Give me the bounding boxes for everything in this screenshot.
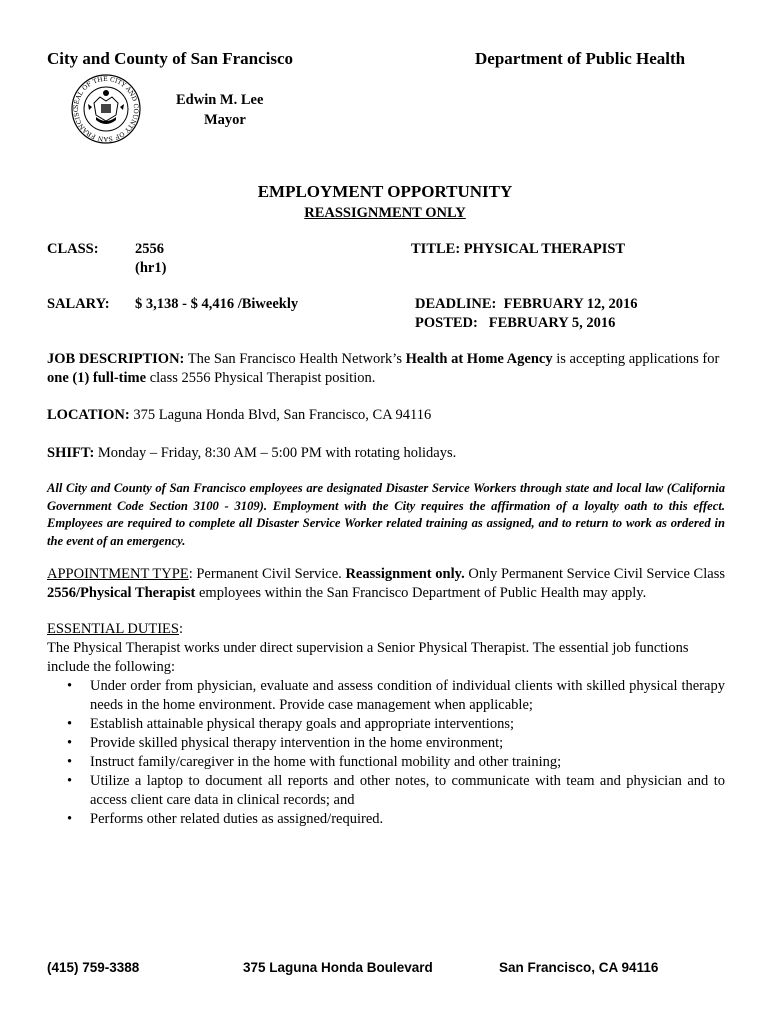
posted-label: POSTED: [415, 315, 478, 331]
position-count: one (1) full-time [47, 370, 147, 386]
deadline-label: DEADLINE: [415, 296, 497, 312]
job-description [47, 350, 727, 388]
list-item: • Instruct family/caregiver in the home with functional mobility and other training; [47, 753, 725, 772]
agency-name: Health at Home Agency [405, 351, 553, 367]
seal-text: SEAL OF THE CITY AND COUNTY OF SAN FRANCISC [72, 75, 140, 143]
footer-city: San Francisco, CA 94116 [499, 960, 659, 975]
page-title: EMPLOYMENT OPPORTUNITY [257, 182, 513, 201]
appointment-type [47, 565, 725, 603]
essential-duties-label: ESSENTIAL DUTIES [47, 621, 179, 637]
deadline-value: FEBRUARY 12, 2016 [503, 296, 638, 312]
list-item: • Utilize a laptop to document all reports and other notes, to communicate with team and physician and to access client care data in clinical records; and [47, 772, 725, 810]
appointment-label: APPOINTMENT TYPE [47, 566, 189, 582]
appointment-text: employees within the San Francisco Department of Public Health may apply. [195, 585, 647, 601]
salary-value: $ 3,138 - $ 4,416 /Biweekly [135, 296, 299, 312]
shift-label: SHIFT: [47, 445, 95, 461]
class-value: 2556 [135, 241, 164, 257]
essential-duties-intro: The Physical Therapist works under direct supervision a Senior Physical Therapist. The essential job functions include the following: [47, 640, 689, 675]
location-label: LOCATION: [47, 407, 130, 423]
list-item: • Establish attainable physical therapy goals and appropriate interventions; [47, 715, 725, 734]
class-label: CLASS: [47, 241, 99, 257]
list-item: • Under order from physician, evaluate and assess condition of individual clients with skilled physical therapy needs in the home environment. Provide case management when applicable; [47, 677, 725, 715]
job-description-text: is accepting applications for [552, 351, 720, 367]
list-item: • Provide skilled physical therapy intervention in the home environment; [47, 734, 725, 753]
reassignment-only: Reassignment only. [345, 566, 465, 582]
job-description-text: The San Francisco Health Network’s [184, 351, 406, 367]
list-item: • Performs other related duties as assigned/required. [47, 810, 725, 829]
posted-row [415, 315, 615, 332]
mayor-name: Edwin M. Lee [176, 92, 264, 108]
posted-value: FEBRUARY 5, 2016 [488, 315, 616, 331]
appointment-text: Only Permanent Service Civil Service Class [464, 566, 725, 582]
essential-duties [47, 620, 725, 829]
header-left: City and County of San Francisco [47, 49, 294, 68]
mayor-title: Mayor [204, 112, 246, 128]
salary-label: SALARY: [47, 296, 110, 312]
job-description-label: JOB DESCRIPTION: [47, 351, 185, 367]
footer-address: 375 Laguna Honda Boulevard [243, 960, 433, 975]
location [47, 406, 431, 425]
eligible-class: 2556/Physical Therapist [47, 585, 196, 601]
header-right: Department of Public Health [475, 49, 686, 68]
shift [47, 444, 456, 463]
deadline-row [415, 296, 638, 313]
city-seal-icon [70, 73, 142, 145]
disaster-service-notice: All City and County of San Francisco employees are designated Disaster Service Workers through state and local law (California Government Code Section 3100 - 3109). Employment with the City requires the affirmation of a loyalty oath to this effect. Employees are required to complete all Disaster Service Worker related training as assigned, and to return to work as ordered in the event of an emergency. [47, 481, 725, 548]
shift-value: Monday – Friday, 8:30 AM – 5:00 PM with rotating holidays. [94, 445, 457, 461]
essential-duties-colon: : [178, 621, 183, 637]
appointment-text: Permanent Civil Service. [192, 566, 346, 582]
location-value: 375 Laguna Honda Blvd, San Francisco, CA 94116 [129, 407, 432, 423]
appointment-colon: : [188, 566, 193, 582]
class-value-2: (hr1) [135, 260, 167, 276]
duties-list [47, 677, 725, 829]
job-title: TITLE: PHYSICAL THERAPIST [411, 241, 626, 257]
job-description-text: class 2556 Physical Therapist position. [146, 370, 376, 386]
footer-phone: (415) 759-3388 [47, 960, 140, 975]
page-subtitle: REASSIGNMENT ONLY [304, 205, 466, 221]
